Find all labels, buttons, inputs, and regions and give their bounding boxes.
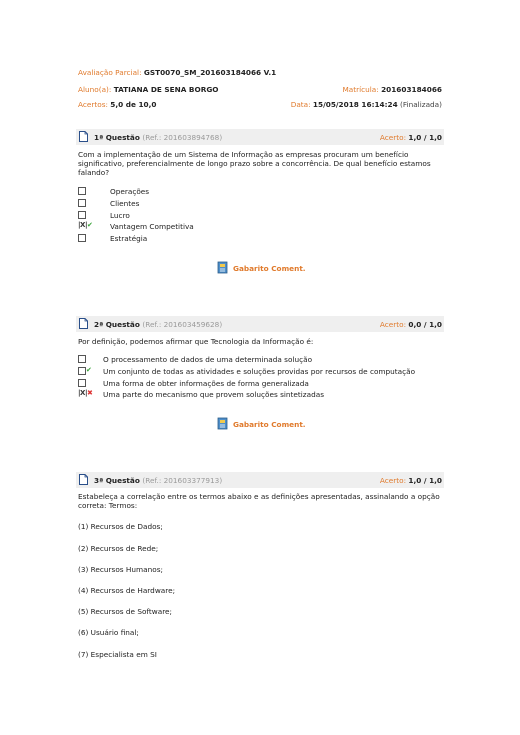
option-label: Uma parte do mecanismo que provem soluções sintetizadas	[103, 390, 324, 399]
checkbox[interactable]	[78, 187, 86, 195]
checkbox[interactable]	[78, 234, 86, 242]
question-2-score-label: Acerto:	[379, 320, 407, 329]
option-label: Operações	[110, 187, 150, 196]
student-name: TATIANA DE SENA BORGO	[113, 85, 219, 94]
checkbox[interactable]	[78, 199, 86, 207]
option-label: Uma forma de obter informações de forma generalizada	[103, 379, 309, 388]
question-2-text: Por definição, podemos afirmar que Tecnologia da Informação é:	[78, 337, 314, 346]
term-item: (4) Recursos de Hardware;	[78, 586, 176, 595]
checkbox[interactable]	[78, 355, 86, 363]
selected-x-mark[interactable]: |X|	[78, 389, 88, 397]
question-3-title: 3ª Questão	[94, 476, 140, 485]
option-label: Clientes	[110, 199, 140, 208]
term-item: (7) Especialista em SI	[78, 650, 157, 659]
date-value: 15/05/2018 16:14:24	[312, 100, 398, 109]
option-label: Lucro	[110, 211, 130, 220]
question-1-header	[76, 129, 444, 145]
question-2-ref: (Ref.: 201603459628)	[142, 320, 223, 329]
date-label: Data:	[290, 100, 311, 109]
option-label: Vantagem Competitiva	[110, 222, 194, 231]
hits-label: Acertos:	[78, 100, 108, 109]
question-2-score: 0,0 / 1,0	[408, 320, 442, 329]
document-icon	[79, 318, 88, 329]
term-item: (5) Recursos de Software;	[78, 607, 172, 616]
score-row	[78, 100, 442, 112]
question-2-title: 2ª Questão	[94, 320, 140, 329]
term-item: (6) Usuário final;	[78, 628, 139, 637]
question-1-text: Com a implementação de um Sistema de Informação as empresas procuram um benefício significativo, preferencialmente de longo prazo sobre a concorrência. De qual benefício estamos falando?	[78, 150, 431, 177]
registration-value: 201603184066	[381, 85, 442, 94]
comment-book-icon	[217, 417, 229, 430]
evaluation-value: GST0070_SM_201603184066 V.1	[143, 68, 277, 77]
term-item: (1) Recursos de Dados;	[78, 522, 163, 531]
term-item: (2) Recursos de Rede;	[78, 544, 159, 553]
option-label: O processamento de dados de uma determinada solução	[103, 355, 313, 364]
registration-label: Matrícula:	[342, 85, 379, 94]
checkbox[interactable]	[78, 379, 86, 387]
question-1-score: 1,0 / 1,0	[408, 133, 442, 142]
evaluation-label: Avaliação Parcial:	[78, 68, 142, 77]
question-3-score-label: Acerto:	[379, 476, 407, 485]
question-1-title: 1ª Questão	[94, 133, 140, 142]
checkbox[interactable]	[78, 367, 86, 375]
student-row	[78, 85, 442, 97]
student-label: Aluno(a):	[78, 85, 112, 94]
hits-value: 5,0 de 10,0	[110, 100, 157, 109]
gabarito-label[interactable]: Gabarito Coment.	[233, 264, 306, 273]
question-2-header	[76, 316, 444, 332]
document-icon	[79, 474, 88, 485]
cross-icon: ✖	[87, 389, 93, 397]
date-status: (Finalizada)	[400, 100, 442, 109]
check-icon: ✔	[86, 366, 92, 374]
option-label: Estratégia	[110, 234, 148, 243]
term-item: (3) Recursos Humanos;	[78, 565, 163, 574]
gabarito-label[interactable]: Gabarito Coment.	[233, 420, 306, 429]
option-label: Um conjunto de todas as atividades e soluções providas por recursos de computação	[103, 367, 416, 376]
question-1-ref: (Ref.: 201603894768)	[142, 133, 223, 142]
question-3-header	[76, 472, 444, 488]
question-3-ref: (Ref.: 201603377913)	[142, 476, 223, 485]
question-3-score: 1,0 / 1,0	[408, 476, 442, 485]
question-3-text: Estabeleça a correlação entre os termos abaixo e as definições apresentadas, assinalando a opção correta: Termos:	[78, 492, 440, 510]
document-icon	[79, 131, 88, 142]
selected-x-mark[interactable]: |X|	[78, 221, 88, 229]
checkbox[interactable]	[78, 211, 86, 219]
check-icon: ✔	[87, 221, 93, 229]
evaluation-row	[78, 68, 442, 80]
comment-book-icon	[217, 261, 229, 274]
question-1-score-label: Acerto:	[379, 133, 407, 142]
